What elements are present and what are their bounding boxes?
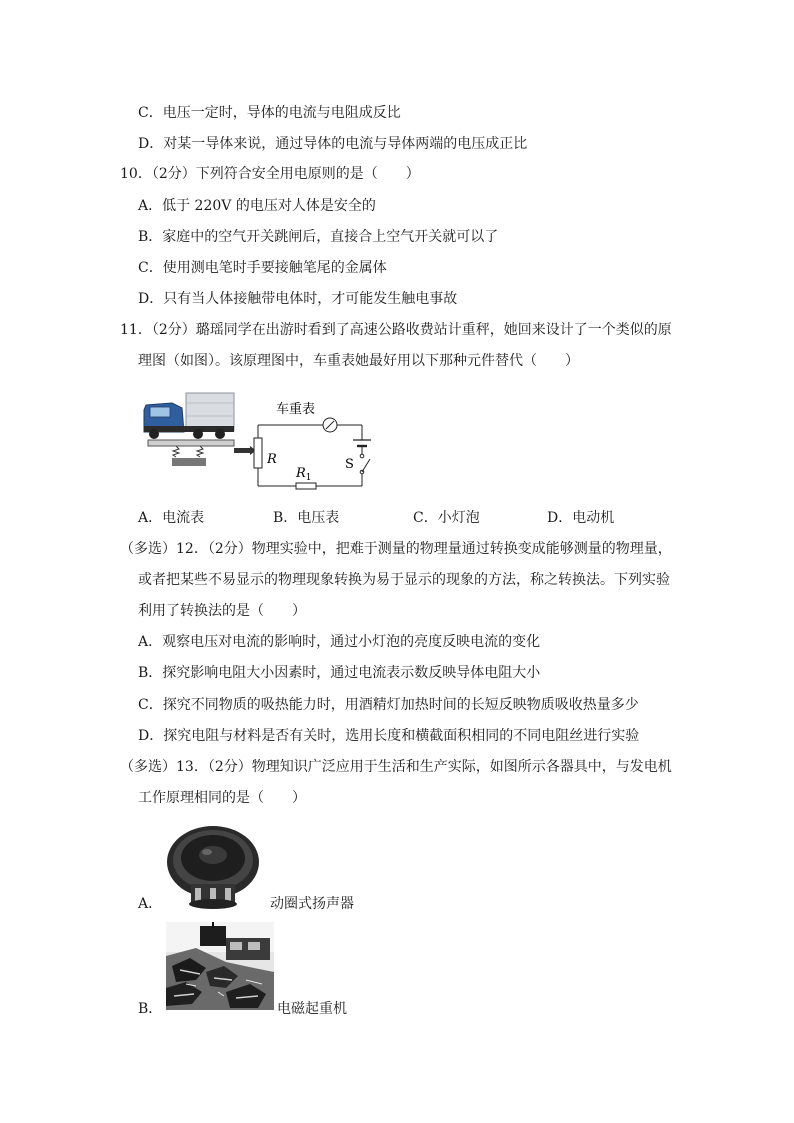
resistor-r1 xyxy=(296,483,316,489)
rheostat-r-label: R xyxy=(267,452,277,467)
q12-stem-line2: 或者把某些不易显示的物理现象转换为易于显示的现象的方法，称之转换法。下列实验 xyxy=(138,572,670,588)
q10-option-d: D．只有当人体接触带电体时，才可能发生触电事故 xyxy=(138,291,458,307)
q11-option-b: B．电压表 xyxy=(273,510,340,526)
q13-option-b-letter: B． xyxy=(138,1001,163,1017)
q10-option-a: A．低于 220V 的电压对人体是安全的 xyxy=(138,198,376,214)
weight-meter-label: 车重表 xyxy=(276,402,316,417)
q12-stem-line3: 利用了转换法的是（ ） xyxy=(138,603,306,619)
q11-option-c: C．小灯泡 xyxy=(413,510,480,526)
battery-icon xyxy=(353,440,371,446)
spring-icon xyxy=(173,446,203,457)
q13-option-b-caption: 电磁起重机 xyxy=(277,1001,347,1017)
rheostat-r xyxy=(254,438,262,468)
q10-stem: 10．（2分）下列符合安全用电原则的是（ ） xyxy=(120,166,420,182)
switch-s-icon xyxy=(360,454,370,474)
q9-option-d: D．对某一导体来说，通过导体的电流与导体两端的电压成正比 xyxy=(138,136,528,152)
q11-stem-line1: 11．（2分）璐瑶同学在出游时看到了高速公路收费站计重秤，她回来设计了一个类似的原 xyxy=(120,322,672,338)
q13-option-a-letter: A． xyxy=(138,896,163,912)
q13-stem-line2: 工作原理相同的是（ ） xyxy=(138,790,306,806)
q9-option-c: C．电压一定时，导体的电流与电阻成反比 xyxy=(138,105,401,121)
electromagnetic-crane-image xyxy=(166,922,274,1010)
q12-option-a: A．观察电压对电流的影响时，通过小灯泡的亮度反映电流的变化 xyxy=(138,634,541,650)
q11-circuit-figure xyxy=(140,388,380,496)
q11-stem-line2: 理图（如图）。该原理图中，车重表她最好用以下那种元件替代（ ） xyxy=(138,353,579,369)
spring-base xyxy=(172,458,206,466)
weighing-platform xyxy=(148,440,234,446)
resistor-r1-label: $R_1$ xyxy=(296,466,312,483)
q12-option-c: C．探究不同物质的吸热能力时，用酒精灯加热时间的长短反映物质吸收热量多少 xyxy=(138,697,639,713)
q12-stem-line1: （多选）12．（2分）物理实验中，把难于测量的物理量通过转换变成能够测量的物理量， xyxy=(120,541,672,557)
q13-option-a-caption: 动圈式扬声器 xyxy=(270,896,354,912)
q12-option-d: D．探究电阻与材料是否有关时，选用长度和横截面积相同的不同电阻丝进行实验 xyxy=(138,728,640,744)
q12-option-b: B．探究影响电阻大小因素时，通过电流表示数反映导体电阻大小 xyxy=(138,665,541,681)
slider-rod xyxy=(234,448,250,453)
speaker-image xyxy=(165,822,261,910)
q13-stem-line1: （多选）13．（2分）物理知识广泛应用于生活和生产实际，如图所示各器具中，与发电机 xyxy=(120,759,672,775)
q10-option-b: B．家庭中的空气开关跳闸后，直接合上空气开关就可以了 xyxy=(138,229,499,245)
q11-option-a: A．电流表 xyxy=(138,510,205,526)
q10-option-c: C．使用测电笔时手要接触笔尾的金属体 xyxy=(138,260,387,276)
truck-illustration xyxy=(144,393,234,439)
switch-s-label: S xyxy=(345,457,354,472)
q11-option-d: D．电动机 xyxy=(547,510,615,526)
